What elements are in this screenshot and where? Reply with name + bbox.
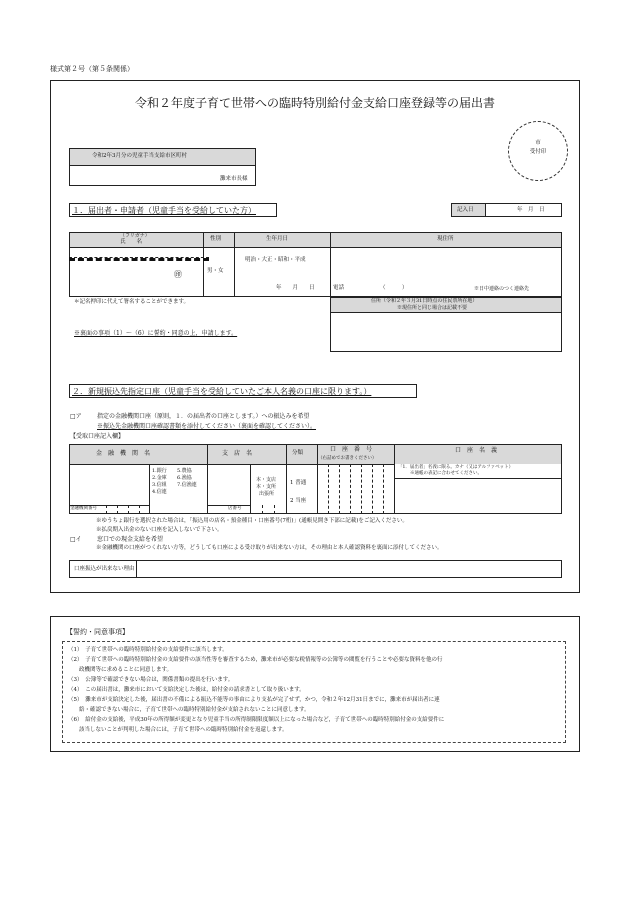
addressee-header: 令和2年3月分の児童手当支給市区町村 (92, 153, 187, 159)
bank-col-4 (394, 444, 395, 514)
branch-type-2[interactable]: 本・支所 (256, 484, 277, 490)
consent-item: （6） 給付金の支給後，平成30年の所得額が変更となり児童手当の所得制限限度額以上になった場合など，子育て世帯への臨時特別給付金の支給要件に (68, 717, 445, 723)
resident-address-box (330, 297, 562, 352)
addressee-box (69, 148, 256, 186)
consent-item: （1） 子育て世帯への臨時特別給付金の支給要件に該当します。 (68, 647, 228, 653)
seal-icon: ㊞ (174, 270, 182, 279)
branch-code-digit-line-2 (262, 505, 263, 514)
resident-address-label: 住所（令和２年３月31日時点の住民票所在地） (371, 298, 478, 304)
branch-type-1[interactable]: 本・支店 (256, 477, 277, 483)
consent-item: （2） 子育て世帯への臨時特別給付金の支給要件の該当性等を審査するため，灘来市が必要な税情報等の公簿等の閲覧を行うことや必要な資料を他の行 (68, 657, 443, 663)
resident-address-note: ※現住所と同じ場合は記載不要 (397, 305, 468, 311)
daytime-contact: ※日中連絡のつく連絡先 (474, 286, 530, 292)
address-label: 現住所 (437, 236, 454, 242)
col-line-3 (330, 232, 331, 297)
addressee-name: 灘来市長様 (220, 176, 248, 182)
birth-label: 生年月日 (266, 236, 289, 242)
section1-title-box (69, 203, 277, 217)
option-b-mark[interactable]: □イ (70, 536, 82, 543)
bank-code-digit-line-3 (128, 505, 129, 514)
type-option-1[interactable]: 1 普通 (290, 480, 307, 486)
option-b-note: ※金融機関の口座がつくれない方等，どうしても口座による受け取りが出来ない方は，その理由と本人確認資料を裏面に添付してください。 (96, 545, 443, 551)
bank-type-2[interactable]: 2.金庫 (152, 475, 167, 481)
bank-code-digit-line-4 (139, 505, 140, 514)
applicant-header-line (69, 247, 562, 248)
option-a-note: ※振込先金融機関口座確認書類を添付してください（裏面を確認してください）。 (97, 423, 317, 430)
branch-code-label: 店番号 (228, 506, 242, 511)
branch-name-label: 支 店 名 (222, 450, 253, 457)
branch-code-digit-line-3 (274, 505, 275, 514)
stamp-line1: 市 (535, 140, 541, 146)
entry-date-box (451, 203, 562, 217)
bank-type-6[interactable]: 6.漁協 (177, 475, 192, 481)
consent-item: 政機関等に求めることに同意します。 (68, 667, 173, 673)
section2-title-box (69, 384, 417, 398)
branch-code-digit-line-1 (250, 505, 251, 514)
account-digit-line-2 (339, 464, 340, 514)
furigana-label: （フリガナ） (120, 233, 150, 239)
bank-code-digit-line-2 (117, 505, 118, 514)
reason-box (69, 560, 562, 578)
col-line-1 (203, 232, 204, 297)
yucho-note: ※ゆうちょ銀行を選択された場合は，「振込用の店名・預金種目・口座番号(7桁)」(通帳見開き下部に記載)をご記入ください。 (96, 518, 408, 524)
account-digit-line-5 (372, 464, 373, 514)
bank-code-label: 金融機関番号 (70, 506, 97, 511)
type-option-2[interactable]: 2 当座 (290, 498, 307, 504)
entry-date-label: 記入日 (457, 207, 474, 213)
account-digit-line-4 (361, 464, 362, 514)
bank-col-3 (317, 444, 318, 514)
consent-title: 【誓約・同意事項】 (66, 628, 129, 636)
bank-col-1 (207, 444, 208, 514)
bank-type-4[interactable]: 4.信連 (152, 489, 167, 495)
account-digit-line-1 (328, 464, 329, 514)
bank-name-label: 金 融 機 関 名 (96, 450, 151, 457)
option-a-text: 指定の金融機関口座（原則，１．の届出者の口座とします。）への振込みを希望 (97, 413, 310, 420)
bank-type-divider (149, 464, 150, 514)
gender-options[interactable]: 男・女 (207, 268, 224, 274)
gender-label: 性別 (210, 236, 222, 242)
type-label: 分類 (292, 450, 304, 456)
name-label: 氏 名 (120, 239, 143, 245)
stamp-line2: 受付印 (529, 149, 547, 155)
birth-ymd[interactable]: 年 月 日 (276, 285, 315, 291)
option-a-mark[interactable]: □ア (70, 413, 82, 420)
section2-title: ２．新規振込先指定口座（児童手当を受給していたご本人名義の口座に限ります。） (72, 387, 372, 396)
bank-col-2 (286, 444, 287, 514)
account-digit-line-6 (383, 464, 384, 514)
birth-eras[interactable]: 明治・大正・昭和・平成 (245, 257, 306, 263)
bank-type-1[interactable]: 1.銀行 (152, 468, 167, 474)
consent-item: 該当しないことが判明した場合には，子育て世帯への臨時特別給付金を返還します。 (68, 727, 288, 733)
furigana-divider (69, 257, 209, 261)
account-no-label: 口 座 番 号 (330, 446, 373, 453)
phone-paren[interactable]: （ ） (380, 285, 408, 291)
holder-note-2: ※通帳の表記に合わせてください。 (410, 471, 482, 476)
bank-type-7[interactable]: 7.信漁連 (177, 482, 197, 488)
signature-note: ＊記名押印に代えて署名することができます。 (74, 299, 190, 305)
form-number: 様式第２号（第５条関係） (50, 65, 134, 73)
col-line-2 (234, 232, 235, 297)
receive-account-header: 【受取口座記入欄】 (70, 433, 125, 440)
pass-note: ※払戻期入出金のない口座を記入しないで下さい。 (96, 527, 223, 533)
consent-line: ※裏面の事項（1）～（6）に誓約・同意の上，申請します。 (74, 330, 238, 337)
bank-type-5[interactable]: 5.農協 (177, 468, 192, 474)
section1-title: １．届出者・申請者（児童手当を受給していた方） (72, 206, 256, 215)
consent-item: （3） 公簿等で確認できない場合は，関係書類の提出を行います。 (68, 677, 234, 683)
reason-label: 口座振込が出来ない理由 (74, 566, 135, 572)
consent-item: （4） この届出書は，灘来市において支給決定した後は，給付金の請求書として取り扱います。 (68, 687, 305, 693)
bank-code-digit-line-1 (106, 505, 107, 514)
consent-item: 絡・確認できない場合に，子育て世帯への臨時特別給付金が支給されないことに同意します。 (68, 707, 310, 713)
consent-item: （5） 灘来市が支給決定した後，届出書の不備による振込不能等の事由により支払が完了せず，かつ，令和２年12月31日までに，灘来市が届出者に連 (68, 697, 440, 703)
branch-type-3[interactable]: 出張所 (259, 491, 275, 497)
account-no-note: （右詰めでお書きください） (318, 456, 377, 461)
reception-stamp-circle (508, 121, 568, 181)
option-b-text: 窓口での現金支給を希望 (97, 536, 164, 543)
reason-input[interactable] (138, 562, 558, 576)
holder-note-1: 「1．届出者」名義に限る。カナ（又はアルファベット） (398, 465, 514, 470)
bank-type-3[interactable]: 3.信組 (152, 482, 167, 488)
account-digit-line-3 (350, 464, 351, 514)
account-holder-label: 口 座 名 義 (455, 447, 498, 454)
phone-label: 電話 (333, 285, 345, 291)
entry-date-value[interactable]: 年 月 日 (517, 207, 545, 213)
form-title: 令和２年度子育て世帯への臨時特別給付金支給口座登録等の届出書 (134, 96, 495, 110)
